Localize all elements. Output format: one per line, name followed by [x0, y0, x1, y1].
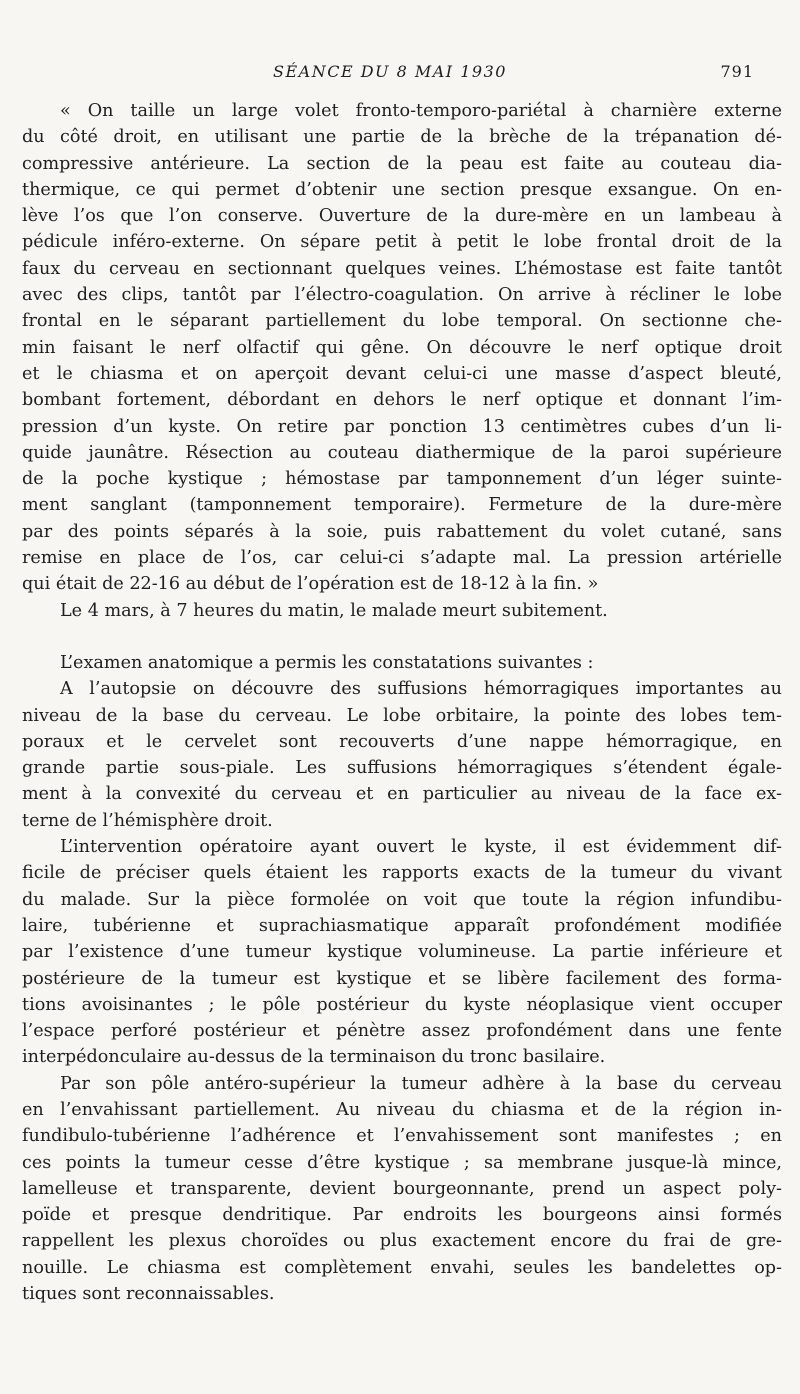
- text-line: de la poche kystique ; hémostase par tamponnement d’un léger suinte-: [22, 469, 782, 490]
- text-line: tiques sont reconnaissables.: [22, 1284, 275, 1305]
- text-line: pédicule inféro-externe. On sépare petit à petit le lobe frontal droit de la: [22, 232, 782, 253]
- text-line: ment à la convexité du cerveau et en particulier au niveau de la face ex-: [22, 784, 782, 805]
- text-line: faux du cerveau en sectionnant quelques veines. L’hémostase est faite tantôt: [22, 258, 782, 279]
- text-line: grande partie sous-piale. Les suffusions hémorragiques s’étendent égale-: [22, 758, 782, 779]
- text-line: par l’existence d’une tumeur kystique volumineuse. La partie inférieure et: [22, 942, 782, 963]
- text-line: et le chiasma et on aperçoit devant celui-ci une masse d’aspect bleuté,: [22, 363, 782, 384]
- text-line: du malade. Sur la pièce formolée on voit que toute la région infundibu-: [22, 889, 782, 910]
- text-line: fundibulo-tubérienne l’adhérence et l’envahissement sont manifestes ; en: [22, 1126, 782, 1147]
- paragraph-gap: [22, 624, 782, 650]
- text-line: « On taille un large volet fronto-temporo-pariétal à charnière externe: [60, 101, 782, 121]
- text-line: ment sanglant (tamponnement temporaire). Fermeture de la dure-mère: [22, 495, 782, 516]
- text-line: tions avoisinantes ; le pôle postérieur du kyste néoplasique vient occuper: [22, 994, 782, 1015]
- text-line: interpédonculaire au-dessus de la terminaison du tronc basilaire.: [22, 1047, 606, 1068]
- text-line: ces points la tumeur cesse d’être kystique ; sa membrane jusque-là mince,: [22, 1152, 782, 1173]
- text-line: avec des clips, tantôt par l’électro-coagulation. On arrive à récliner le lobe: [22, 285, 782, 306]
- text-line: terne de l’hémisphère droit.: [22, 810, 273, 831]
- text-line: L’intervention opératoire ayant ouvert le kyste, il est évidemment dif-: [60, 837, 782, 858]
- text-line: quide jaunâtre. Résection au couteau diathermique de la paroi supérieure: [22, 442, 782, 463]
- text-line: niveau de la base du cerveau. Le lobe orbitaire, la pointe des lobes tem-: [22, 705, 782, 726]
- text-line: lamelleuse et transparente, devient bourgeonnante, prend un aspect poly-: [22, 1178, 782, 1199]
- text-line: postérieure de la tumeur est kystique et se libère facilement des forma-: [22, 968, 782, 989]
- text-line: Le 4 mars, à 7 heures du matin, le malade meurt subitement.: [60, 600, 608, 621]
- text-line: rappellent les plexus choroïdes ou plus exactement encore du frai de gre-: [22, 1231, 782, 1252]
- text-line: A l’autopsie on découvre des suffusions hémorragiques importantes au: [60, 679, 782, 700]
- text-line: en l’envahissant partiellement. Au niveau du chiasma et de la région in-: [22, 1099, 782, 1120]
- text-line: nouille. Le chiasma est complètement envahi, seules les bandelettes op-: [22, 1257, 782, 1278]
- text-line: l’espace perforé postérieur et pénètre assez profondément dans une fente: [22, 1021, 782, 1042]
- text-line: remise en place de l’os, car celui-ci s’adapte mal. La pression artérielle: [22, 548, 782, 569]
- text-line: lève l’os que l’on conserve. Ouverture de la dure-mère en un lambeau à: [22, 206, 782, 227]
- text-line: poraux et le cervelet sont recouverts d’une nappe hémorragique, en: [22, 731, 782, 752]
- text-line: laire, tubérienne et suprachiasmatique apparaît profondément modifiée: [22, 915, 782, 936]
- text-line: Par son pôle antéro-supérieur la tumeur adhère à la base du cerveau: [60, 1073, 782, 1094]
- text-line: pression d’un kyste. On retire par ponction 13 centimètres cubes d’un li-: [22, 416, 782, 437]
- body-text: [22, 98, 782, 1307]
- text-line: poïde et presque dendritique. Par endroits les bourgeons ainsi formés: [22, 1205, 782, 1226]
- text-line: thermique, ce qui permet d’obtenir une section presque exsangue. On en-: [22, 179, 782, 200]
- text-line: L’examen anatomique a permis les constatations suivantes :: [60, 652, 594, 673]
- text-line: min faisant le nerf olfactif qui gêne. On découvre le nerf optique droit: [22, 337, 782, 358]
- running-title: SÉANCE DU 8 MAI 1930: [273, 62, 507, 81]
- text-line: par des points séparés à la soie, puis rabattement du volet cutané, sans: [22, 521, 782, 542]
- text-line: compressive antérieure. La section de la peau est faite au couteau dia-: [22, 153, 782, 174]
- page-number: 791: [720, 62, 754, 81]
- running-header: [0, 62, 800, 88]
- text-line: ficile de préciser quels étaient les rapports exacts de la tumeur du vivant: [22, 863, 782, 884]
- text-line: du côté droit, en utilisant une partie de la brèche de la trépanation dé-: [22, 127, 782, 148]
- text-line: bombant fortement, débordant en dehors le nerf optique et donnant l’im-: [22, 390, 782, 411]
- text-line: qui était de 22-16 au début de l’opération est de 18-12 à la fin. »: [22, 574, 599, 595]
- text-line: frontal en le séparant partiellement du lobe temporal. On sectionne che-: [22, 311, 782, 332]
